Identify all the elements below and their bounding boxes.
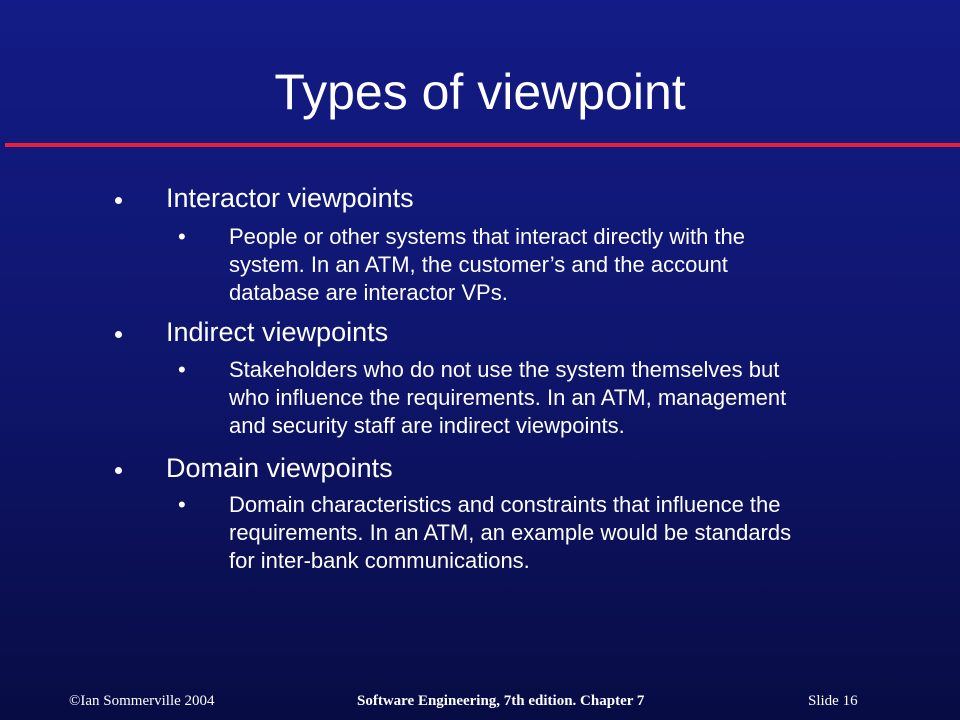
sub-bullet-text bbox=[229, 223, 929, 307]
text-line: Stakeholders who do not use the system themselves but bbox=[229, 357, 780, 382]
text-line: for inter-bank communications. bbox=[229, 548, 530, 573]
footer-book-title: Software Engineering, 7th edition. Chapter 7 bbox=[357, 693, 645, 709]
title-divider bbox=[5, 143, 960, 147]
text-line: requirements. In an ATM, an example would be standards bbox=[229, 520, 792, 545]
section-heading: Domain viewpoints bbox=[166, 453, 393, 483]
slide-title: Types of viewpoint bbox=[274, 64, 686, 120]
footer-copyright: ©Ian Sommerville 2004 bbox=[69, 693, 215, 709]
text-line: who influence the requirements. In an ATM, management bbox=[229, 385, 787, 410]
text-line: and security staff are indirect viewpoints. bbox=[229, 413, 625, 438]
text-line: Domain characteristics and constraints that influence the bbox=[229, 492, 781, 517]
text-line: database are interactor VPs. bbox=[229, 280, 508, 305]
sub-bullet-text bbox=[229, 491, 929, 575]
level1-bullet-icon bbox=[113, 194, 125, 206]
level1-bullet-icon bbox=[113, 464, 125, 476]
section-heading: Indirect viewpoints bbox=[166, 317, 389, 347]
level1-bullet-icon bbox=[113, 328, 125, 340]
level2-bullet-icon: • bbox=[178, 357, 186, 382]
footer-slide-number: Slide 16 bbox=[808, 693, 858, 709]
text-line: People or other systems that interact directly with the bbox=[229, 224, 746, 249]
sub-bullet-text bbox=[229, 356, 929, 440]
level2-bullet-icon: • bbox=[178, 224, 186, 249]
section-heading: Interactor viewpoints bbox=[166, 183, 414, 213]
text-line: system. In an ATM, the customer’s and the account bbox=[229, 252, 728, 277]
level2-bullet-icon: • bbox=[178, 492, 186, 517]
